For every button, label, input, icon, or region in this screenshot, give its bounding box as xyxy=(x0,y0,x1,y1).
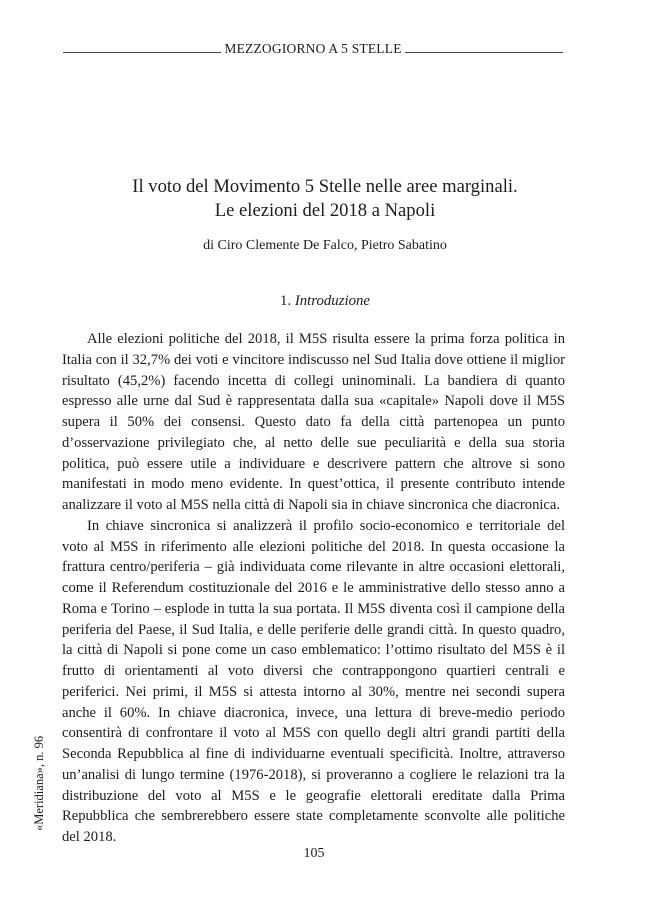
running-head-text: MEZZOGIORNO A 5 STELLE xyxy=(224,41,402,56)
section-title: Introduzione xyxy=(294,293,370,309)
page-number: 105 xyxy=(303,846,325,861)
journal-reference: «Meridiana», n. 96 xyxy=(32,735,46,831)
article-title xyxy=(60,175,590,223)
section-number: 1. xyxy=(280,293,292,309)
article-authors: di Ciro Clemente De Falco, Pietro Sabatino xyxy=(203,238,447,253)
paragraph-1: Alle elezioni politiche del 2018, il M5S risulta essere la prima forza politica in Italia con il 32,7% dei voti e vincitore indiscusso nel Sud Italia dove ottiene il miglior risultato (45,2%) facendo incetta di collegi uninominali. La bandiera di quanto espresso alle urne dal Sud è rappresentata dalla sua «capitale» Napoli dove il M5S supera il 50% dei consensi. Questo dato fa della città partenopea un punto d’osservazione privilegiato che, al netto delle sue peculiarità e della sua storia politica, può essere utile a individuare e descrivere pattern che altrove si sono manifestati in modo meno evidente. In quest’ottica, il presente contributo intende analizzare il voto al M5S nella città di Napoli sia in chiave sincronica che diacronica. xyxy=(62,331,565,513)
running-head-rule-left xyxy=(63,52,221,53)
running-head xyxy=(63,41,563,57)
title-line-2: Le elezioni del 2018 a Napoli xyxy=(214,200,436,221)
paragraph-2: In chiave sincronica si analizzerà il profilo socio-economico e territoriale del voto al M5S in riferimento alle elezioni politiche del 2018. In questa occasione la frattura centro/periferia – già individuata come rilevante in altre occasioni elettorali, come il Referendum costituzionale del 2016 e le amministrative dello stesso anno a Roma e Torino – esplode in tutta la sua portata. Il M5S diventa così il campione della periferia del Paese, il Sud Italia, e delle periferie delle grandi città. In questo quadro, la città di Napoli si pone come un caso emblematico: l’ottimo risultato del M5S è il frutto di orientamenti al voto diversi che contrappongono quartieri centrali e periferici. Nei primi, il M5S si attesta intorno al 30%, mentre nei secondi supera anche il 60%. In chiave diacronica, invece, una lettura di breve-medio periodo consentirà di confrontare il voto al M5S con quello degli altri grandi partiti della Seconda Repubblica al fine di individuarne eventuali specificità. Inoltre, attraverso un’analisi di lungo termine (1976-2018), si proveranno a cogliere le relazioni tra la distribuzione del voto al M5S e le geografie elettorali ereditate dalla Prima Repubblica che sembrerebbero essere state completamente sconvolte alle politiche del 2018. xyxy=(62,517,565,845)
section-heading xyxy=(60,293,590,310)
body-text xyxy=(62,329,565,848)
running-head-rule-right xyxy=(405,52,563,53)
title-line-1: Il voto del Movimento 5 Stelle nelle aree marginali. xyxy=(132,176,518,197)
